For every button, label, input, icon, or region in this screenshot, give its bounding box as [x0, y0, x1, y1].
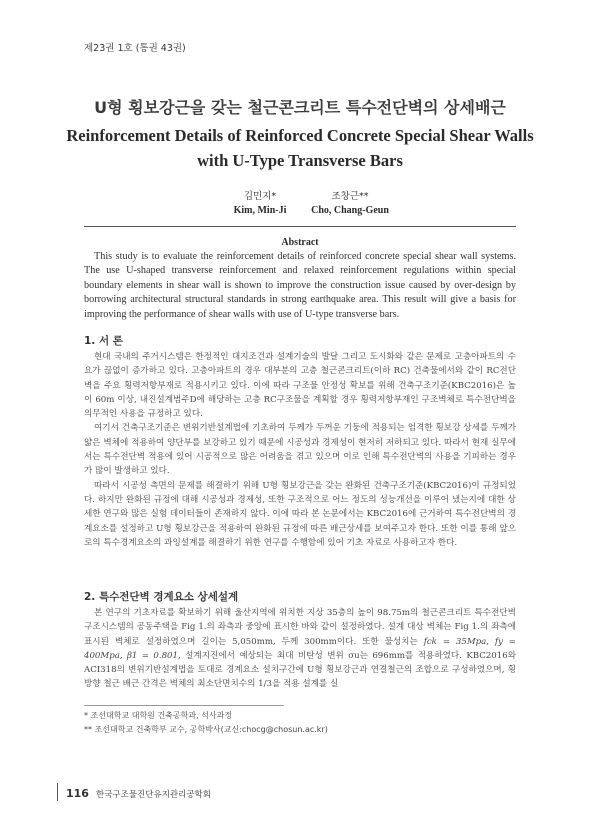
footnote-divider	[84, 705, 284, 706]
title-korean: U형 횡보강근을 갖는 철근콘크리트 특수전단벽의 상세배근	[94, 98, 506, 117]
footnote-1: * 조선대학교 대학원 건축공학과, 석사과정	[84, 711, 233, 720]
section-2-text-1: 본 연구의 기초자료를 확보하기 위해 울산지역에 위치한 지상 35층의 높이 98.75m의 철근콘크리트 특수전단벽 구조시스템의 공동주택을 Fig 1.의 좌측과 중앙에 표시한 바와 같이 설정하였다. 설계 대상 벽체는 Fig 1.의 좌측에 표시된 벽체로 설정하였으며 길이는 5,050mm, 두께 300mm이다. 또한 물성치는	[84, 608, 516, 647]
author-2	[280, 190, 420, 218]
author-2-en: Cho, Chang-Geun	[311, 205, 389, 216]
section-2-paragraph	[84, 606, 516, 692]
section-2-title: 2. 특수전단벽 경계요소 상세설계	[84, 591, 239, 603]
title-english-line-2: with U-Type Transverse Bars	[197, 151, 403, 170]
section-1-paragraph: 따라서 시공성 측면의 문제를 해결하기 위해 U형 횡보강근을 갖는 완화된 건축구조기준(KBC2016)이 규정되었다. 하지만 완화된 규정에 대해 시공성과 경제성, 또한 구조적으로 어느 정도의 성능개선을 이루어 냈는지에 대한 상세한 연구와 많은 실험 데이터들이 존재하지 않다. 이에 따라 본 논문에서는 KBC2016에 근거하여 특수전단벽의 경계요소를 설정하고 U형 횡보강근을 적용하여 완화된 규정에 따른 배근상세를 보여주고자 한다. 또한 이를 통해 앞으로의 특수경계요소의 과잉설계를 해결하기 위한 연구를 수행함에 있어 기초 자료로 사용하고자 한다.	[84, 480, 516, 548]
title-english	[0, 123, 600, 173]
footnotes	[84, 709, 516, 737]
authors	[0, 190, 600, 220]
page-number: 116	[66, 787, 89, 800]
divider-top	[84, 226, 516, 227]
section-2-formula: fck = 35Mpa, fy = 400Mpa, β1 = 0.801,	[84, 636, 517, 661]
author-1-en: Kim, Min-Ji	[233, 205, 287, 216]
section-1-paragraph: 여기서 건축구조기준은 변위기반설계법에 기초하여 두께가 두꺼운 기둥에 적용되는 엄격한 횡보강 상세를 두께가 얇은 벽체에 적용하여 양단부를 보강하고 있기 때문에 시공성과 경제성이 현저히 저하되고 있다. 따라서 현재 실무에서는 특수전단벽 적용에 있어 시공적으로 많은 어려움을 겪고 있으며 이로 인해 특수전단벽의 사용을 기피하는 경우가 많이 발생하고 있다.	[84, 423, 516, 477]
footnote-2: ** 조선대학교 건축학부 교수, 공학박사(교신:chocg@chosun.ac.kr)	[84, 725, 328, 734]
title-english-line-1: Reinforcement Details of Reinforced Concrete Special Shear Walls	[66, 126, 534, 145]
journal-name: 한국구조물진단유지관리공학회	[96, 790, 211, 800]
section-2-text-2: 설계지진에서 예상되는 최대 비탄성 변위 σu는 696mm를 적용하였다. KBC2016와 ACI318의 변위기반설계법을 토대로 경계요소 설치구간에 U형 횡보강근과 연결철근의 조합으로 구성하였으며, 횡방향 철근 배근 간격은 벽체의 최소단면치수의 1/3을 적용 설계를 실	[84, 650, 516, 690]
section-1-title: 1. 서 론	[84, 335, 123, 347]
author-2-ko: 조창근**	[331, 191, 369, 202]
abstract-text: This study is to evaluate the reinforcement details of reinforced concrete special shear wall systems. The use U-shaped transverse reinforcement and relaxed reinforcement regulations within special boundary elements in shear wall is shown to improve the construction issue caused by over-design by borrowing architectural structural standards in strong earthquake area. This result will give a basis for improving the performance of shear walls with use of U-type transverse bars.	[84, 251, 516, 320]
section-2-body	[84, 606, 516, 692]
section-1-paragraph: 현대 국내의 주거시스템은 한정적인 대지조건과 설계기술의 발달 그리고 도시화와 같은 문제로 고층아파트의 수요가 끊없이 증가하고 있다. 고층아파트의 경우 대부분의 고층 철근콘크리트(이하 RC) 건축물에서와 같이 RC전단벽을 주요 횡력저항부재로 적용시키고 있다. 이에 따라 구조물 안정성 확보를 위해 건축구조기준(KBC2016)은 높이 60m 이상, 내진설계범주D에 해당하는 고층 RC구조물을 계획할 경우 횡력저항부재인 구조벽체로 특수전단벽을 의무적인 사용을 규정하고 있다.	[84, 352, 516, 420]
author-1-ko: 김민지*	[243, 191, 277, 202]
abstract-heading: Abstract	[281, 237, 319, 248]
issue-label: 제23권 1호 (통권 43권)	[84, 43, 186, 54]
page-number-bar	[57, 783, 58, 801]
section-1-body	[84, 350, 516, 550]
